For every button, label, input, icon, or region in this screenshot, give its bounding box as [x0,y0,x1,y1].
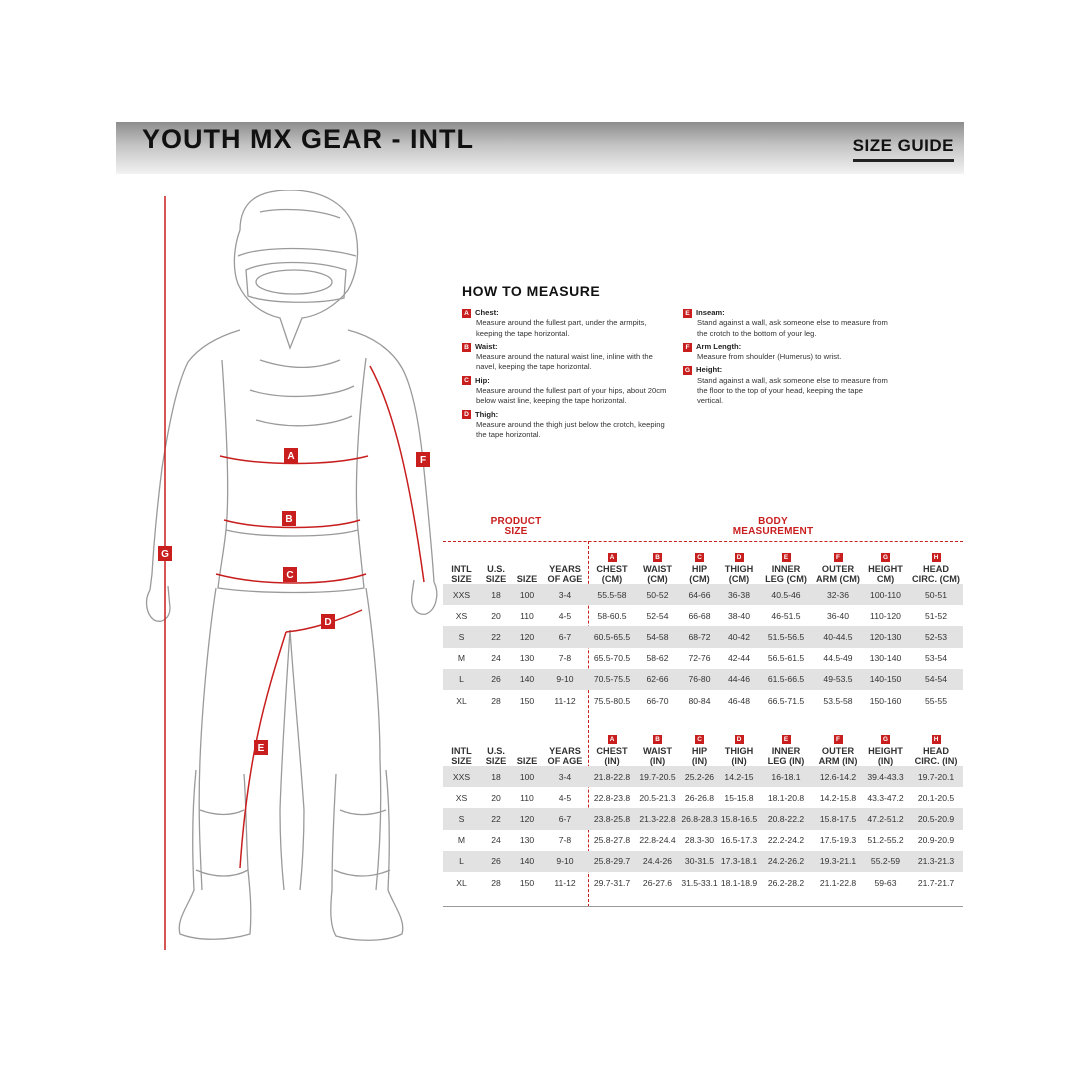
measure-name: Inseam: [696,308,725,317]
table-cell: 56.5-61.5 [767,653,805,664]
measure-desc: Stand against a wall, ask someone else to measure from the crotch to the bottom of your leg. [697,318,888,338]
table-cell: 16.5-17.3 [720,835,758,846]
column-header-line2: (IN) [731,756,747,766]
table-cell: 28 [491,877,501,888]
table-bottom-rule [443,906,963,907]
marker-b: B [285,514,293,525]
column-header [636,544,679,584]
table-cell: 47.2-51.2 [862,808,909,829]
measure-item-height [683,365,888,406]
column-header-line1: U.S. [487,564,505,574]
table-cell: 65.5-70.5 [593,653,631,664]
measure-item-arm-length [683,342,888,363]
column-header [679,726,720,766]
column-header [542,544,588,584]
table-cell: 39.4-43.3 [862,766,909,787]
marker-a: A [287,451,295,462]
badge-b: B [462,343,471,352]
table-cell: 38-40 [728,610,750,621]
size-table-cm [443,544,963,711]
table-cell: 76-80 [679,669,720,690]
badge-g: G [684,367,691,375]
column-header-line1: INNER [771,564,801,574]
table-cell: 7-8 [558,653,572,664]
table-cell: 130 [519,653,535,664]
table-cell: 6-7 [542,626,588,647]
column-header [814,544,862,584]
column-badge: D [735,735,744,744]
column-header [512,544,542,584]
table-cell: 42-44 [728,653,750,664]
column-badge: G [881,553,890,562]
badge-a: A [462,309,471,318]
column-badge: C [695,553,704,562]
table-cell: 11-12 [554,877,576,888]
page-title: YOUTH MX GEAR - INTL [142,124,474,154]
column-header-line2: SIZE [485,756,507,766]
column-badge: E [782,553,791,562]
measure-desc: Measure around the fullest part of your hips, about 20cm below waist line, keeping the tape horizontal. [476,386,667,406]
column-header-line2: (IN) [691,756,708,766]
table-cell: 9-10 [542,669,588,690]
measure-item-inseam [683,308,888,339]
measure-name: Waist: [475,341,498,351]
table-row [443,787,963,808]
table-cell: 66.5-71.5 [767,695,805,706]
table-cell: 21.3-22.8 [636,808,679,829]
table-cell: 53.5-58 [823,695,853,706]
table-cell: 150 [519,877,535,888]
table-cell: 66-70 [646,695,669,706]
column-header-line1: HEAD [922,564,950,574]
column-header [720,726,758,766]
column-badge: B [653,735,662,744]
table-row [443,830,963,851]
table-cell: 17.5-19.3 [819,835,857,846]
table-cell: 36-38 [720,584,758,605]
table-row [443,808,963,829]
table-cell: 25.2-26 [679,766,720,787]
table-cell: 36-40 [827,610,849,621]
table-cell: 19.3-21.1 [814,851,862,872]
column-badge: A [608,553,617,562]
table-cell: 64-66 [679,584,720,605]
table-cell: 80-84 [688,695,711,706]
size-chart [443,514,963,907]
table-cell: 12.6-14.2 [814,766,862,787]
table-cell: 29.7-31.7 [593,877,631,888]
table-cell: M [457,835,466,846]
column-header [443,726,480,766]
badge-d: D [462,410,471,419]
table-cell: 4-5 [558,610,572,621]
size-guide-label: SIZE GUIDE [853,136,954,162]
column-header [480,544,512,584]
table-cell: 24.2-26.2 [758,851,814,872]
table-cell: 50-52 [636,584,679,605]
table-cell: 15.8-17.5 [814,808,862,829]
column-header [909,544,963,584]
column-header-line2: LEG (CM) [765,574,807,584]
table-cell: 26.2-28.2 [767,877,805,888]
table-cell: 28 [491,695,501,706]
how-to-measure-title: HOW TO MEASURE [462,283,601,299]
measure-desc: Stand against a wall, ask someone else to measure from the floor to the top of your head, keeping the tape vertical. [697,375,888,406]
column-badge: B [653,553,662,562]
column-header-line2: (CM) [601,574,623,584]
table-cell: 44-46 [720,669,758,690]
table-cell: XXS [443,584,480,605]
table-cell: 18.1-18.9 [720,877,758,888]
measure-item-chest [462,308,667,339]
table-cell: 18 [480,766,512,787]
table-cell: 53-54 [925,653,947,664]
youth-rider-outline-icon [140,190,460,970]
table-cell: 22 [480,808,512,829]
table-cell: 21.1-22.8 [819,877,857,888]
column-header-line2: SIZE [485,574,507,584]
table-cell: 3-4 [542,584,588,605]
table-cell: 16-18.1 [758,766,814,787]
table-row [443,669,963,690]
column-header [758,726,814,766]
table-cell: 46-51.5 [771,610,801,621]
table-cell: 15-15.8 [724,792,754,803]
marker-f: F [419,455,427,466]
table-cell: 58-62 [646,653,669,664]
badge-e: E [683,309,692,318]
table-row [443,766,963,787]
column-header-line1: WAIST [642,564,673,574]
column-header [758,544,814,584]
column-header-line2: LEG (IN) [767,756,805,766]
column-header [480,726,512,766]
column-header [720,544,758,584]
table-cell: 55-55 [925,695,947,706]
table-row [443,605,963,626]
measure-item-thigh [462,410,667,441]
column-header [443,544,480,584]
column-header-line1: SIZE [516,756,538,766]
table-cell: 9-10 [542,851,588,872]
table-cell: 110-120 [870,610,901,621]
table-cell: 100-110 [862,584,909,605]
column-badge: A [608,735,617,744]
column-badge: E [782,735,791,744]
marker-g: G [161,549,169,560]
table-cell: XS [455,792,468,803]
table-cell: 72-76 [688,653,711,664]
table-row [443,690,963,711]
table-cell: 20.9-20.9 [917,835,955,846]
table-cell: 20 [491,610,501,621]
measure-item-hip [462,376,667,407]
marker-e: E [257,743,265,754]
table-row [443,584,963,605]
table-header-row [443,544,963,584]
table-cell: 51-52 [925,610,947,621]
table-cell: M [457,653,466,664]
table-cell: 100 [512,584,542,605]
table-cell: 19.7-20.5 [636,766,679,787]
table-cell: 11-12 [554,695,576,706]
table-cell: 51.2-55.2 [867,835,904,846]
column-header [909,726,963,766]
table-cell: XS [455,610,468,621]
table-cell: 14.2-15 [720,766,758,787]
measure-name: Thigh: [475,409,499,419]
table-cell: 22.8-24.4 [639,835,676,846]
column-header-line2: (IN) [877,756,894,766]
table-cell: 140 [512,851,542,872]
table-cell: 66-68 [688,610,711,621]
how-to-measure-right [683,308,888,444]
table-row [443,851,963,872]
column-header [636,726,679,766]
table-cell: 40-42 [720,626,758,647]
table-cell: 100 [512,766,542,787]
table-cell: L [443,669,480,690]
table-cell: 15.8-16.5 [720,808,758,829]
table-cell: 21.3-21.3 [909,851,963,872]
table-cell: 46-48 [728,695,750,706]
column-badge: F [834,735,843,744]
column-header-line2: SIZE [451,574,472,584]
table-cell: 22 [480,626,512,647]
table-cell: 26-27.6 [642,877,673,888]
badge-c: C [462,376,471,385]
measure-desc: Measure from shoulder (Humerus) to wrist. [697,352,842,362]
measure-name: Arm Length: [696,341,742,351]
column-header-line2: OF AGE [547,756,583,766]
table-cell: 26 [480,669,512,690]
table-cell: 25.8-27.8 [593,835,631,846]
column-header-line1: OUTER [821,564,855,574]
header-banner [116,122,964,174]
table-cell: 23.8-25.8 [588,808,636,829]
column-header-line2: (CM) [689,574,710,584]
measure-desc: Measure around the fullest part, under the armpits, keeping the tape horizontal. [476,318,647,338]
column-header-line1: INNER [771,746,801,756]
table-cell: 58-60.5 [597,610,627,621]
table-cell: 24 [491,835,501,846]
column-header-line1: HEIGHT [868,564,903,574]
column-header-line2: CM) [876,574,895,584]
table-cell: 52-54 [646,610,669,621]
table-cell: 120 [512,626,542,647]
column-header-line1: OUTER [821,746,855,756]
table-cell: 52-53 [909,626,963,647]
table-cell: 28.3-30 [684,835,715,846]
column-header-line1: YEARS [549,564,581,574]
measure-name: Hip: [475,375,490,385]
table-cell: 49-53.5 [814,669,862,690]
table-cell: 40-44.5 [814,626,862,647]
measure-desc: Measure around the thigh just below the crotch, keeping the tape horizontal. [476,419,665,440]
column-badge: C [695,735,704,744]
table-cell: 17.3-18.1 [720,851,758,872]
table-cell: 7-8 [558,835,572,846]
column-header-line1: CHEST [596,564,628,574]
how-to-measure-left [462,308,667,444]
table-cell: XL [456,695,467,706]
table-header-row [443,726,963,766]
table-cell: 31.5-33.1 [681,877,718,888]
table-cell: 25.8-29.7 [588,851,636,872]
table-cell: 44.5-49 [823,653,853,664]
table-cell: 120-130 [862,626,909,647]
column-header [862,726,909,766]
measure-name: Height: [696,365,723,375]
table-cell: 68-72 [679,626,720,647]
column-header-line2: ARM (IN) [818,756,858,766]
table-row [443,648,963,669]
column-header-line2: SIZE [451,756,472,766]
table-cell: 24 [491,653,501,664]
table-cell: S [443,626,480,647]
table-cell: 62-66 [636,669,679,690]
column-header-line2: CIRC. (IN) [914,756,958,766]
table-cell: 3-4 [542,766,588,787]
table-cell: 55.2-59 [862,851,909,872]
table-cell: 140 [512,669,542,690]
column-header-line2: ARM (CM) [816,574,860,584]
marker-d: D [324,617,332,628]
table-cell: L [443,851,480,872]
column-header [679,544,720,584]
table-cell: XXS [443,766,480,787]
table-cell: 30-31.5 [679,851,720,872]
table-cell: 22.2-24.2 [767,835,805,846]
column-header-line1: INTL [451,746,472,756]
table-cell: 60.5-65.5 [588,626,636,647]
table-row [443,872,963,893]
column-header-line1: THIGH [724,746,754,756]
body-measurement-title: BODY MEASUREMENT [732,516,814,537]
column-badge: D [735,553,744,562]
column-header [512,726,542,766]
table-cell: 21.8-22.8 [588,766,636,787]
table-cell: 21.7-21.7 [917,877,955,888]
column-header-line1: U.S. [487,746,505,756]
column-header [862,544,909,584]
table-cell: 4-5 [558,792,572,803]
column-header-line1: INTL [451,564,472,574]
table-cell: 18.1-20.8 [767,792,805,803]
size-table-in [443,726,963,893]
column-header-line1: HEAD [922,746,950,756]
column-header [588,726,636,766]
product-size-title: PRODUCT SIZE [490,516,542,537]
table-cell: 24.4-26 [636,851,679,872]
table-cell: XL [456,877,467,888]
column-header [588,544,636,584]
column-badge: H [932,735,941,744]
table-cell: 55.5-58 [588,584,636,605]
table-cell: 14.2-15.8 [819,792,857,803]
table-cell: 20.1-20.5 [917,792,955,803]
column-header-line1: WAIST [642,746,673,756]
table-cell: 18 [480,584,512,605]
table-cell: 140-150 [862,669,909,690]
column-header-line1: THIGH [724,564,754,574]
table-cell: 130 [519,835,535,846]
column-header-line1: YEARS [549,746,581,756]
table-cell: 150-160 [869,695,902,706]
table-cell: 26 [480,851,512,872]
table-cell: 32-36 [814,584,862,605]
column-header-line2: (CM) [647,574,668,584]
measure-desc: Measure around the natural waist line, inline with the navel, keeping the tape horizontal. [476,352,653,372]
table-cell: 110 [520,610,534,621]
table-cell: 6-7 [542,808,588,829]
column-header-line1: SIZE [516,574,538,584]
table-cell: 43.3-47.2 [867,792,904,803]
column-header-line2: (IN) [649,756,666,766]
table-cell: 150 [519,695,535,706]
table-cell: 61.5-66.5 [758,669,814,690]
table-cell: 20 [491,792,501,803]
table-cell: 130-140 [869,653,902,664]
measure-item-waist [462,342,667,373]
table-cell: 20.5-20.9 [909,808,963,829]
column-header-line2: (CM) [728,574,750,584]
how-to-measure [462,283,932,444]
table-cell: 59-63 [874,877,897,888]
table-cell: 110 [520,792,534,803]
column-header-line1: CHEST [596,746,628,756]
column-header-line1: HIP [691,564,708,574]
table-row [443,626,963,647]
table-cell: 50-51 [909,584,963,605]
column-badge: F [834,553,843,562]
column-header-line2: (IN) [604,756,620,766]
column-header-line1: HIP [691,746,708,756]
table-cell: 26.8-28.3 [679,808,720,829]
table-cell: 75.5-80.5 [593,695,631,706]
marker-c: C [286,570,294,581]
column-header-line2: OF AGE [547,574,583,584]
table-cell: 20.5-21.3 [639,792,676,803]
table-cell: 20.8-22.2 [758,808,814,829]
table-cell: 54-54 [909,669,963,690]
table-cell: 26-26.8 [684,792,715,803]
table-cell: 54-58 [636,626,679,647]
column-header [542,726,588,766]
column-header [814,726,862,766]
table-cell: 70.5-75.5 [588,669,636,690]
divider-horizontal [443,541,963,542]
column-badge: H [932,553,941,562]
measure-name: Chest: [475,308,499,317]
badge-f: F [683,343,692,352]
table-cell: 40.5-46 [758,584,814,605]
table-cell: S [443,808,480,829]
table-cell: 120 [512,808,542,829]
column-badge: G [881,735,890,744]
column-header-line1: HEIGHT [868,746,903,756]
table-cell: 19.7-20.1 [909,766,963,787]
table-cell: 51.5-56.5 [758,626,814,647]
table-cell: 22.8-23.8 [593,792,631,803]
column-header-line2: CIRC. (CM) [912,574,960,584]
